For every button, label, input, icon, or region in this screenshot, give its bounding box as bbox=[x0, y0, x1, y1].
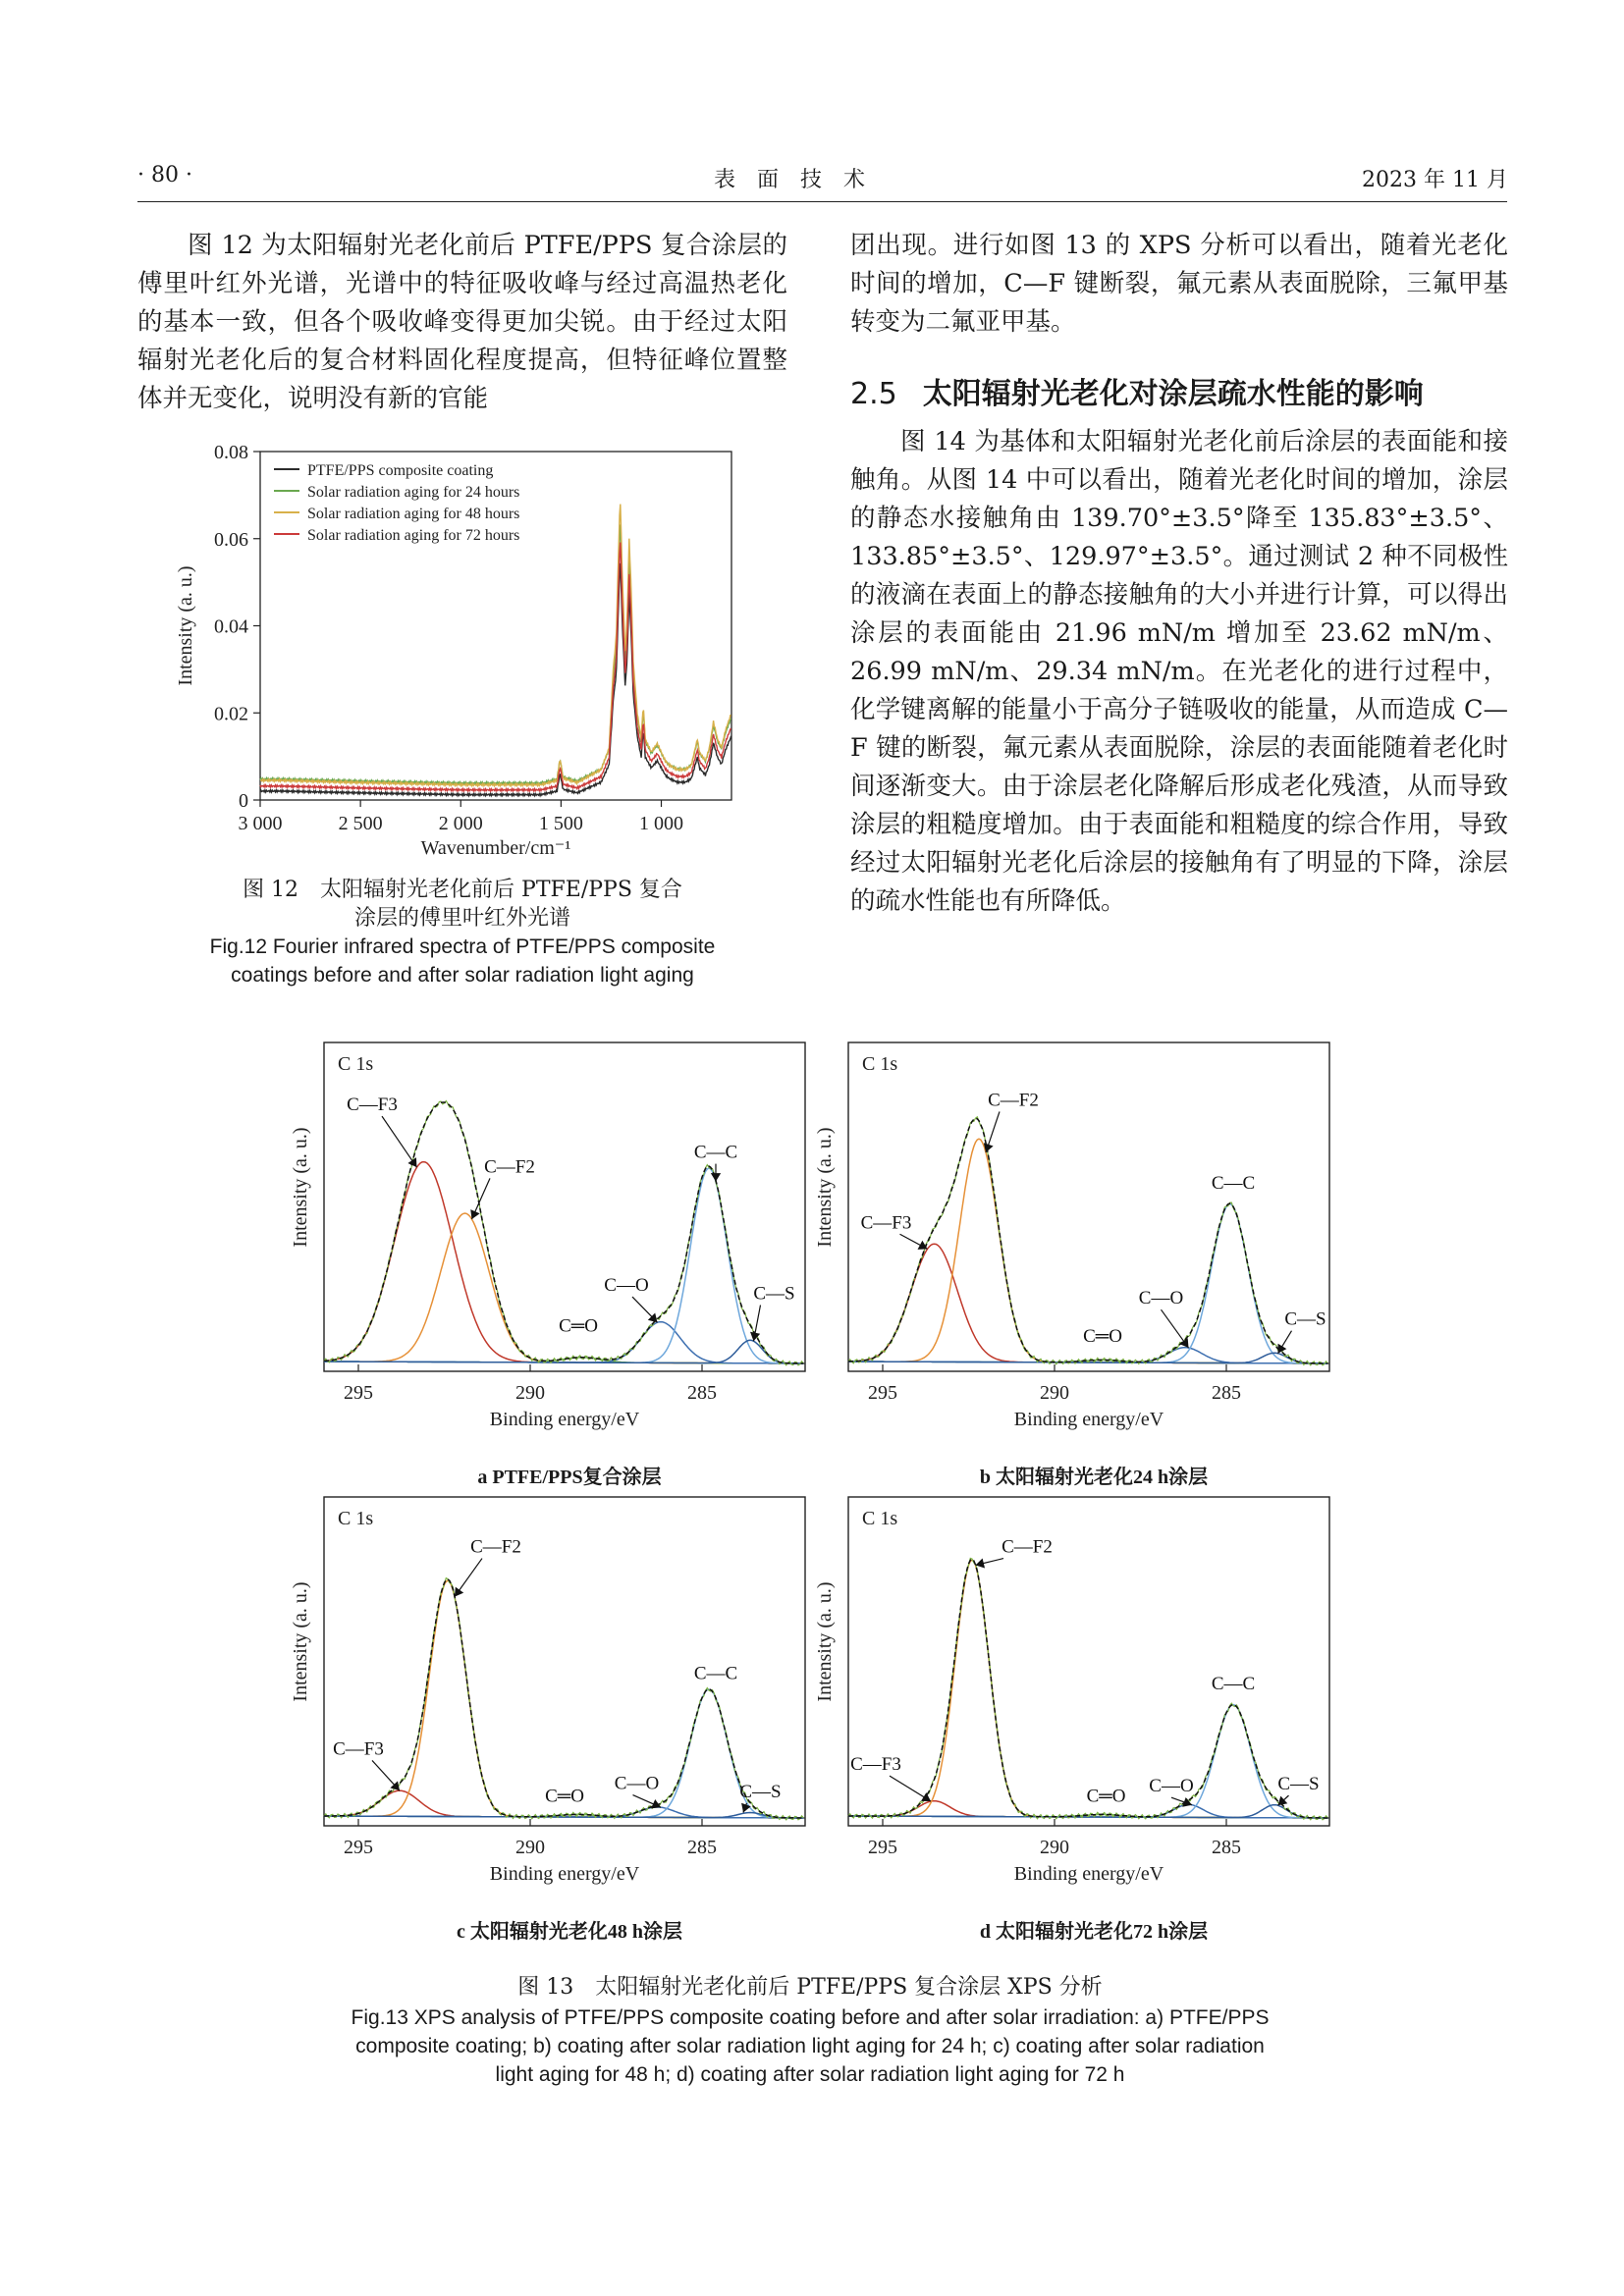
xps-peak-label: C—F2 bbox=[988, 1090, 1039, 1111]
spectrum-title: C 1s bbox=[338, 1508, 374, 1529]
legend-label: Solar radiation aging for 48 hours bbox=[307, 506, 520, 522]
xps-plot-frame bbox=[848, 1042, 1329, 1371]
xps-peak-label: C—C bbox=[693, 1663, 738, 1684]
x-axis-label: Binding energy/eV bbox=[1013, 1409, 1164, 1430]
xps-component-curve bbox=[848, 1560, 1327, 1818]
xps-peak-label: C—S bbox=[739, 1781, 782, 1802]
fig12-series-line bbox=[260, 505, 731, 786]
fig12-caption-cn-2: 涂层的傅里叶红外光谱 bbox=[353, 906, 570, 931]
x-tick-label: 285 bbox=[1212, 1837, 1241, 1858]
xps-peak-label: C—F2 bbox=[1001, 1536, 1053, 1558]
fig13-caption bbox=[236, 1973, 1384, 2089]
x-tick-label: 2 000 bbox=[438, 813, 483, 834]
x-tick-label: 295 bbox=[344, 1837, 373, 1858]
x-axis-label: Binding energy/eV bbox=[489, 1409, 640, 1430]
fig13b-xps-chart bbox=[809, 1041, 1339, 1453]
xps-envelope bbox=[324, 1579, 803, 1818]
spectrum-title: C 1s bbox=[862, 1508, 898, 1529]
left-paragraph bbox=[137, 227, 787, 418]
x-tick-label: 290 bbox=[515, 1382, 545, 1404]
right-paragraph-2 bbox=[850, 423, 1508, 921]
fig12-plot-frame bbox=[260, 452, 731, 800]
y-axis-label: Intensity (a. u.) bbox=[814, 1127, 836, 1248]
right-paragraph-1 bbox=[850, 227, 1508, 342]
xps-peak-label: C—S bbox=[1284, 1308, 1326, 1330]
fig12-caption-en-2: coatings before and after solar radiation light aging bbox=[231, 964, 694, 987]
xps-arrow-head bbox=[455, 1587, 463, 1597]
x-axis-label: Binding energy/eV bbox=[1013, 1863, 1164, 1885]
xps-peak-label: C—F2 bbox=[470, 1536, 521, 1558]
fig12-series-line bbox=[260, 524, 731, 784]
x-tick-label: 1 000 bbox=[639, 813, 684, 834]
x-tick-label: 295 bbox=[868, 1837, 897, 1858]
xps-peak-label: C—O bbox=[604, 1275, 649, 1297]
x-tick-label: 1 500 bbox=[538, 813, 583, 834]
x-tick-label: 295 bbox=[344, 1382, 373, 1404]
xps-peak-label: C—O bbox=[1149, 1776, 1194, 1797]
x-tick-label: 2 500 bbox=[338, 813, 383, 834]
xps-label-arrow bbox=[382, 1116, 417, 1167]
section-number: 2.5 bbox=[850, 377, 897, 411]
xps-peak-label: C—F2 bbox=[484, 1156, 535, 1178]
fig12-caption bbox=[137, 876, 787, 989]
x-tick-label: 290 bbox=[1040, 1837, 1069, 1858]
x-tick-label: 285 bbox=[687, 1382, 717, 1404]
x-tick-label: 295 bbox=[868, 1382, 897, 1404]
xps-peak-label: C—C bbox=[693, 1142, 738, 1163]
xps-peak-label: C—F3 bbox=[347, 1095, 398, 1116]
xps-peak-label: C═O bbox=[545, 1786, 584, 1807]
fig13a-xps-chart bbox=[285, 1041, 815, 1453]
x-axis-label: Wavenumber/cm⁻¹ bbox=[420, 837, 571, 859]
fig13a-sublabel: a PTFE/PPS复合涂层 bbox=[477, 1467, 662, 1488]
xps-peak-label: C—F3 bbox=[860, 1212, 912, 1234]
legend-label: Solar radiation aging for 72 hours bbox=[307, 527, 520, 544]
fig12-ftir-chart bbox=[167, 442, 756, 874]
y-axis-label: Intensity (a. u.) bbox=[814, 1581, 836, 1702]
xps-plot-frame bbox=[324, 1497, 805, 1826]
xps-peak-label: C—O bbox=[614, 1773, 660, 1794]
fig13d-sublabel: d 太阳辐射光老化72 h涂层 bbox=[979, 1921, 1209, 1943]
x-tick-label: 3 000 bbox=[238, 813, 283, 834]
legend-label: Solar radiation aging for 24 hours bbox=[307, 484, 520, 501]
xps-peak-label: C—O bbox=[1138, 1288, 1184, 1309]
x-axis-label: Binding energy/eV bbox=[489, 1863, 640, 1885]
xps-component-curve bbox=[324, 1580, 803, 1818]
xps-envelope bbox=[848, 1559, 1327, 1818]
fig13d-xps-chart bbox=[809, 1495, 1339, 1907]
spectrum-title: C 1s bbox=[862, 1053, 898, 1075]
y-tick-label: 0 bbox=[239, 790, 248, 812]
y-tick-label: 0.04 bbox=[214, 615, 248, 638]
x-tick-label: 290 bbox=[515, 1837, 545, 1858]
y-tick-label: 0.08 bbox=[214, 442, 248, 463]
xps-plot-frame bbox=[848, 1497, 1329, 1826]
header-rule bbox=[137, 201, 1507, 202]
fig13-caption-en-3: light aging for 48 h; d) coating after solar radiation light aging for 72 h bbox=[495, 2063, 1125, 2086]
xps-raw-data bbox=[848, 1558, 1327, 1819]
issue-date: 2023 年 11 月 bbox=[1362, 168, 1508, 192]
right-paragraph-2-text: 图 14 为基体和太阳辐射光老化前后涂层的表面能和接触角。从图 14 中可以看出，随着光老化时间的增加，涂层的静态水接触角由 139.70°±3.5°降至 135.83°±3.5°、133.85°±3.5°、129.97°±3.5°。通过测试 2 种不同极性的液滴在表面上的静态接触角的大小并进行计算，可以得出涂层的表面能由 21.96 mN/m 增加至 23.62 mN/m、26.99 mN/m、29.34 mN/m。在光老化的进行过程中，化学键离解的能量小于高分子链吸收的能量，从而造成 C—F 键的断裂，氟元素从表面脱除，涂层的表面能随着老化时间逐渐变大。由于涂层老化降解后形成老化残渣，从而导致涂层的粗糙度增加。由于表面能和粗糙度的综合作用，导致经过太阳辐射光老化后涂层的接触角有了明显的下降，涂层的疏水性能也有所降低。 bbox=[850, 427, 1508, 916]
xps-peak-label: C—C bbox=[1211, 1673, 1256, 1694]
fig13-caption-cn: 图 13 太阳辐射光老化前后 PTFE/PPS 复合涂层 XPS 分析 bbox=[517, 1975, 1103, 2000]
journal-title: 表 面 技 术 bbox=[714, 168, 866, 192]
fig13c-xps-chart bbox=[285, 1495, 815, 1907]
xps-peak-label: C═O bbox=[559, 1315, 598, 1337]
x-tick-label: 290 bbox=[1040, 1382, 1069, 1404]
spectrum-title: C 1s bbox=[338, 1053, 374, 1075]
fig13-caption-en-2: composite coating; b) coating after solar radiation light aging for 24 h; c) coating after solar radiation bbox=[355, 2035, 1265, 2057]
y-tick-label: 0.06 bbox=[214, 528, 248, 551]
legend-label: PTFE/PPS composite coating bbox=[307, 462, 494, 479]
y-axis-label: Intensity (a. u.) bbox=[290, 1581, 311, 1702]
xps-peak-label: C—F3 bbox=[850, 1754, 901, 1776]
page-number: · 80 · bbox=[137, 163, 192, 187]
fig12-caption-en-1: Fig.12 Fourier infrared spectra of PTFE/PPS composite bbox=[209, 935, 716, 958]
fig12-series-line bbox=[260, 543, 731, 791]
y-axis-label: Intensity (a. u.) bbox=[175, 565, 196, 686]
x-tick-label: 285 bbox=[1212, 1382, 1241, 1404]
fig13c-sublabel: c 太阳辐射光老化48 h涂层 bbox=[457, 1921, 682, 1943]
x-tick-label: 285 bbox=[687, 1837, 717, 1858]
xps-peak-label: C═O bbox=[1083, 1326, 1122, 1348]
left-paragraph-text: 图 12 为太阳辐射光老化前后 PTFE/PPS 复合涂层的傅里叶红外光谱，光谱中的特征吸收峰与经过高温热老化的基本一致，但各个吸收峰变得更加尖锐。由于经过太阳辐射光老化后的复合材料固化程度提高，但特征峰位置整体并无变化，说明没有新的官能 bbox=[137, 231, 787, 413]
fig13b-sublabel: b 太阳辐射光老化24 h涂层 bbox=[979, 1467, 1209, 1488]
xps-peak-label: C—C bbox=[1211, 1172, 1256, 1194]
xps-peak-label: C—S bbox=[1277, 1774, 1320, 1795]
fig13-caption-en-1: Fig.13 XPS analysis of PTFE/PPS composite coating before and after solar irradiation: a) PTFE/PPS bbox=[351, 2006, 1270, 2029]
xps-peak-label: C—S bbox=[753, 1283, 795, 1305]
right-paragraph-1-text: 团出现。进行如图 13 的 XPS 分析可以看出，随着光老化时间的增加，C—F 键断裂，氟元素从表面脱除，三氟甲基转变为二氟亚甲基。 bbox=[850, 231, 1508, 337]
section-heading bbox=[850, 369, 1424, 412]
xps-peak-label: C—F3 bbox=[333, 1738, 384, 1760]
section-title: 太阳辐射光老化对涂层疏水性能的影响 bbox=[922, 377, 1424, 411]
xps-arrow-head bbox=[921, 1792, 931, 1801]
fig12-caption-cn-1: 图 12 太阳辐射光老化前后 PTFE/PPS 复合 bbox=[243, 878, 682, 902]
xps-arrow-head bbox=[711, 1173, 721, 1182]
y-axis-label: Intensity (a. u.) bbox=[290, 1127, 311, 1248]
y-tick-label: 0.02 bbox=[214, 703, 248, 725]
xps-peak-label: C═O bbox=[1086, 1786, 1126, 1807]
